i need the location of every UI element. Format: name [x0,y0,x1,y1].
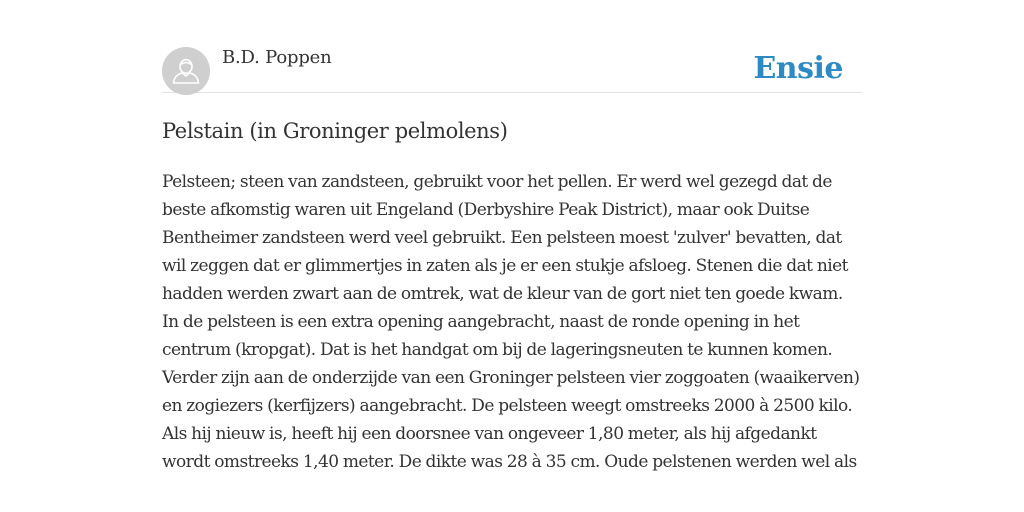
author-name[interactable]: B.D. Poppen [222,47,332,68]
ensie-logo[interactable]: Ensie [753,51,843,86]
article-page [162,0,862,472]
article-header [162,0,862,93]
user-placeholder-icon [162,47,210,95]
article-body: Pelsteen; steen van zandsteen, gebruikt voor het pellen. Er werd wel gezegd dat de beste afkomstig waren uit Engeland (Derbyshire Peak District), maar ook Duitse Bentheimer zandsteen werd veel gebruikt. Een pelsteen moest 'zulver' bevatten, dat wil zeggen dat er glimmertjes in zaten als je er een stukje afsloeg. Stenen die dat niet hadden werden zwart aan de omtrek, wat de kleur van de gort niet ten goede kwam. In de pelsteen is een extra opening aangebracht, naast de ronde opening in het centrum (kropgat). Dat is het handgat om bij de lageringsneuten te kunnen komen. Verder zijn aan de onderzijde van een Groninger pelsteen vier zoggoaten (waaikerven) en zogiezers (kerfijzers) aangebracht. De pelsteen weegt omstreeks 2000 à 2500 kilo. Als hij nieuw is, heeft hij een doorsnee van ongeveer 1,80 meter, als hij afgedankt wordt omstreeks 1,40 meter. De dikte was 28 à 35 cm. Oude pelstenen werden wel als [162,172,860,472]
author-avatar[interactable] [162,47,210,95]
article-title: Pelstain (in Groninger pelmolens) [162,119,508,143]
